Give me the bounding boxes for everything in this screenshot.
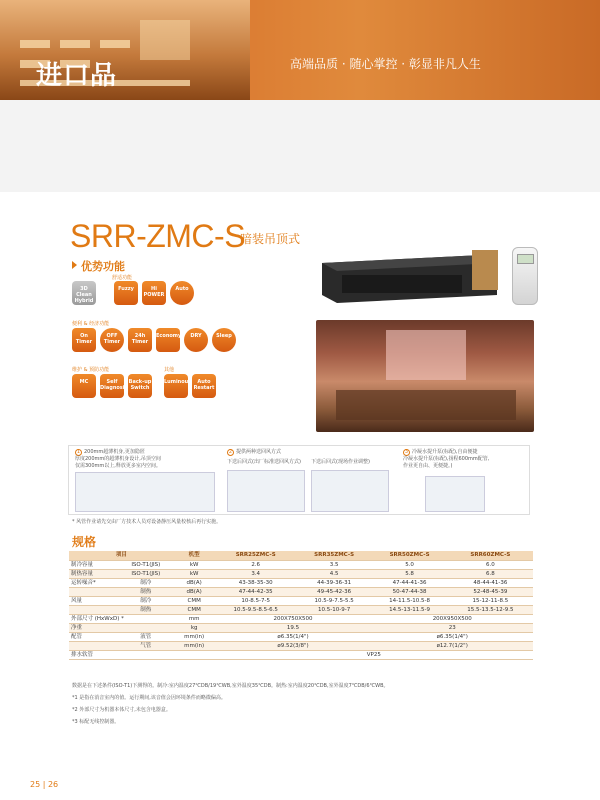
interior-room-photo xyxy=(316,320,534,432)
footnote: 数据是在下述条件(ISO-T1)下测得的。制冷:室内温度27℃DB/19℃WB,室外温度35℃DB。制热:室内温度20℃DB,室外温度7℃DB/6℃WB。 xyxy=(72,683,389,689)
install-mode-a: 下送后回式(出厂标准送回风方式) xyxy=(227,459,301,465)
footnote: *1 是指在消音室内的值。运行期间,该音值会因环境条件而略微偏高。 xyxy=(72,695,226,701)
clean-icon: 3D Clean Hybrid xyxy=(72,281,96,305)
installation-features xyxy=(68,445,530,515)
install-diagram-2a xyxy=(227,470,305,512)
auto-restart-icon: Auto Restart xyxy=(192,374,216,398)
table-row: 制热容量 ISO-T1(JIS) kW 3.4 4.5 5.8 6.8 xyxy=(69,569,533,578)
spec-table xyxy=(69,551,533,660)
table-row: 制热 CMM 10.5-9.5-8.5-6.5 10.5-10-9-7 14.5-13-11.5-9 15.5-13.5-12-9.5 xyxy=(69,605,533,614)
other-label: 其他 xyxy=(164,367,175,373)
economy-icon: Economy xyxy=(156,328,180,352)
indoor-unit-image xyxy=(312,245,502,305)
install-note: * 风管作业请先交由厂方技术人员对设备静压风量校核后再行实施。 xyxy=(72,519,222,525)
install-diagram-1 xyxy=(75,472,215,512)
table-row-drain: 排水软管 VP25 xyxy=(69,650,533,659)
remote-control-image xyxy=(512,247,538,305)
spec-header-row: 项目 机型 SRR25ZMC-S SRR35ZMC-S SRR50ZMC-S SRR60ZMC-S xyxy=(69,551,533,560)
off-timer-icon: OFF Timer xyxy=(100,328,124,352)
page-number: 25 | 26 xyxy=(30,780,59,789)
install-item-2-text: 2 提供两种送回风方式 xyxy=(228,449,282,455)
convenience-label: 便利 & 经济功能 xyxy=(72,321,110,327)
model-name: SRR-ZMC-S xyxy=(70,218,246,254)
auto-icon: Auto xyxy=(170,281,194,305)
table-row: 运转噪音* 制冷 dB(A) 43-38-35-30 44-39-36-31 47-44-41-36 48-44-41-36 xyxy=(69,578,533,587)
footnote: *3 标配无线控制器。 xyxy=(72,719,120,725)
fuzzy-icon: Fuzzy xyxy=(114,281,138,305)
table-row-dims: 外部尺寸 (HxWxD) * mm 200X750X500 200X950X500 xyxy=(69,614,533,623)
self-diagnosis-icon: Self Diagnosis xyxy=(100,374,124,398)
table-row-gas: 气管 mm(in) ø9.52(3/8") ø12.7(1/2") xyxy=(69,641,533,650)
comfort-label: 舒适功能 xyxy=(112,275,133,281)
table-row: 风量 制冷 CMM 10-8.5-7-5 10.5-9-7.5-5.5 14-11.5-10.5-8 15-12-11-8.5 xyxy=(69,596,533,605)
maintenance-label: 维护 & 预防功能 xyxy=(72,367,110,373)
page-title: 进口品 xyxy=(36,61,118,91)
table-row-weight: 净重 kg 19.5 23 xyxy=(69,623,533,632)
install-mode-b: 下送后回式(现场作业调整) xyxy=(311,459,370,465)
install-diagram-2b xyxy=(311,470,389,512)
footnote: *2 外部尺寸为机器本体尺寸,未包含电器盒。 xyxy=(72,707,171,713)
install-item-1-text: 1 200mm超薄机身,更加隐匿 厚度200mm的超薄机身设计,吊顶空间 仅需300mm以上,释放更多室内空间。 xyxy=(75,449,161,469)
table-row-liquid: 配管 液管 mm(in) ø6.35(1/4") ø6.35(1/4") xyxy=(69,632,533,641)
table-row: 制冷容量 ISO-T1(JIS) kW 2.6 3.5 5.0 6.0 xyxy=(69,560,533,569)
backup-switch-icon: Back-up Switch xyxy=(128,374,152,398)
table-row: 制热 dB(A) 47-44-42-35 49-45-42-36 50-47-44-38 52-48-45-39 xyxy=(69,587,533,596)
gray-band xyxy=(0,100,600,192)
slogan: 高端品质 · 随心掌控 · 彰显非凡人生 xyxy=(290,57,481,71)
dry-icon: DRY xyxy=(184,328,208,352)
24h-timer-icon: 24h Timer xyxy=(128,328,152,352)
header-banner xyxy=(0,0,600,100)
mc-icon: MC xyxy=(72,374,96,398)
sleep-icon: Sleep xyxy=(212,328,236,352)
hi-power-icon: Hi POWER xyxy=(142,281,166,305)
spec-heading: 规格 xyxy=(72,535,97,549)
model-subtitle: 暗装吊顶式 xyxy=(240,232,301,246)
luminous-icon: Luminous xyxy=(164,374,188,398)
on-timer-icon: On Timer xyxy=(72,328,96,352)
footnotes xyxy=(72,680,389,728)
features-heading: 优势功能 xyxy=(72,258,125,274)
install-item-3-text: 3 冷凝水提升泵(标配),自由便捷 冷凝水提升泵(标配),扬程600mm配管, 作业更自由、更便捷。) xyxy=(403,449,490,469)
install-diagram-3 xyxy=(425,476,485,512)
